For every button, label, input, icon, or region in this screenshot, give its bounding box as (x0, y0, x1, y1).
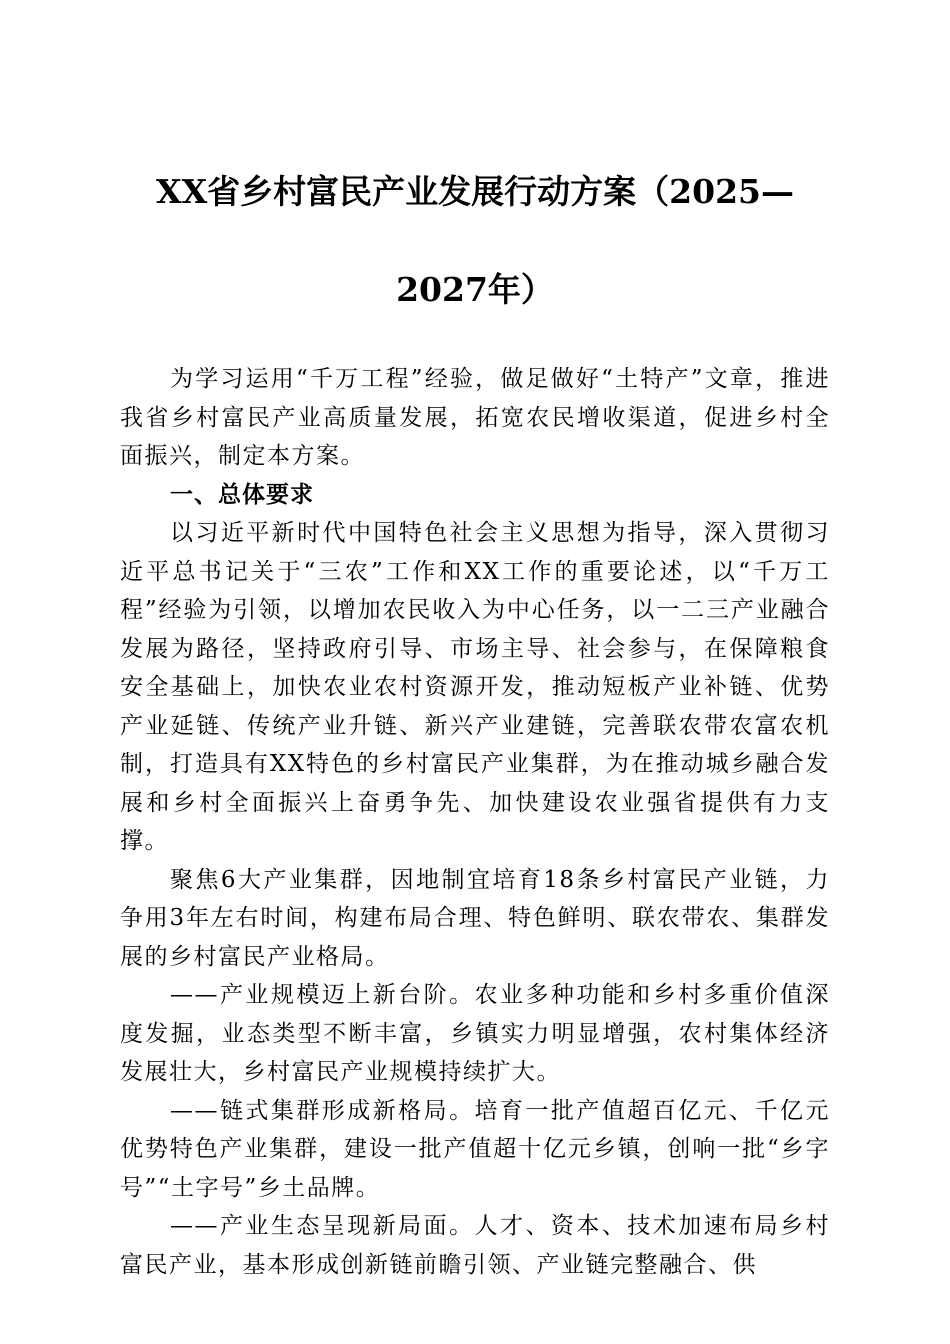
paragraph-goal-industry-scale: ——产业规模迈上新台阶。农业多种功能和乡村多重价值深度发掘，业态类型不断丰富，乡镇实力明显增强，农村集体经济发展壮大，乡村富民产业规模持续扩大。 (120, 982, 830, 1085)
paragraph-goal-chain-cluster: ——链式集群形成新格局。培育一批产值超百亿元、千亿元优势特色产业集群，建设一批产值超十亿元乡镇，创响一批“乡字号”“土字号”乡土品牌。 (120, 1097, 830, 1201)
document-title-line-1: XX省乡村富民产业发展行动方案（2025— (155, 172, 795, 211)
document-body (120, 360, 830, 1284)
paragraph-intro: 为学习运用“千万工程”经验，做足做好“土特产”文章，推进我省乡村富民产业高质量发展，拓宽农民增收渠道，促进乡村全面振兴，制定本方案。 (120, 366, 830, 469)
paragraph-goal-industry-ecology: ——产业生态呈现新局面。人才、资本、技术加速布局乡村富民产业，基本形成创新链前瞻引领、产业链完整融合、供 (120, 1213, 830, 1278)
paragraph-guiding-ideology: 以习近平新时代中国特色社会主义思想为指导，深入贯彻习近平总书记关于“三农”工作和XX工作的重要论述，以“千万工程”经验为引领，以增加农民收入为中心任务，以一二三产业融合发展为路径，坚持政府引导、市场主导、社会参与，在保障粮食安全基础上，加快农业农村资源开发，推动短板产业补链、优势产业延链、传统产业升链、新兴产业建链，完善联农带农富农机制，打造具有XX特色的乡村富民产业集群，为在推动城乡融合发展和乡村全面振兴上奋勇争先、加快建设农业强省提供有力支撑。 (120, 520, 830, 854)
section-heading-general-requirements: 一、总体要求 (170, 481, 314, 508)
document-title-line-2: 2027年） (396, 270, 554, 309)
paragraph-goal-overview: 聚焦6大产业集群，因地制宜培育18条乡村富民产业链，力争用3年左右时间，构建布局合理、特色鲜明、联农带农、集群发展的乡村富民产业格局。 (120, 866, 830, 970)
